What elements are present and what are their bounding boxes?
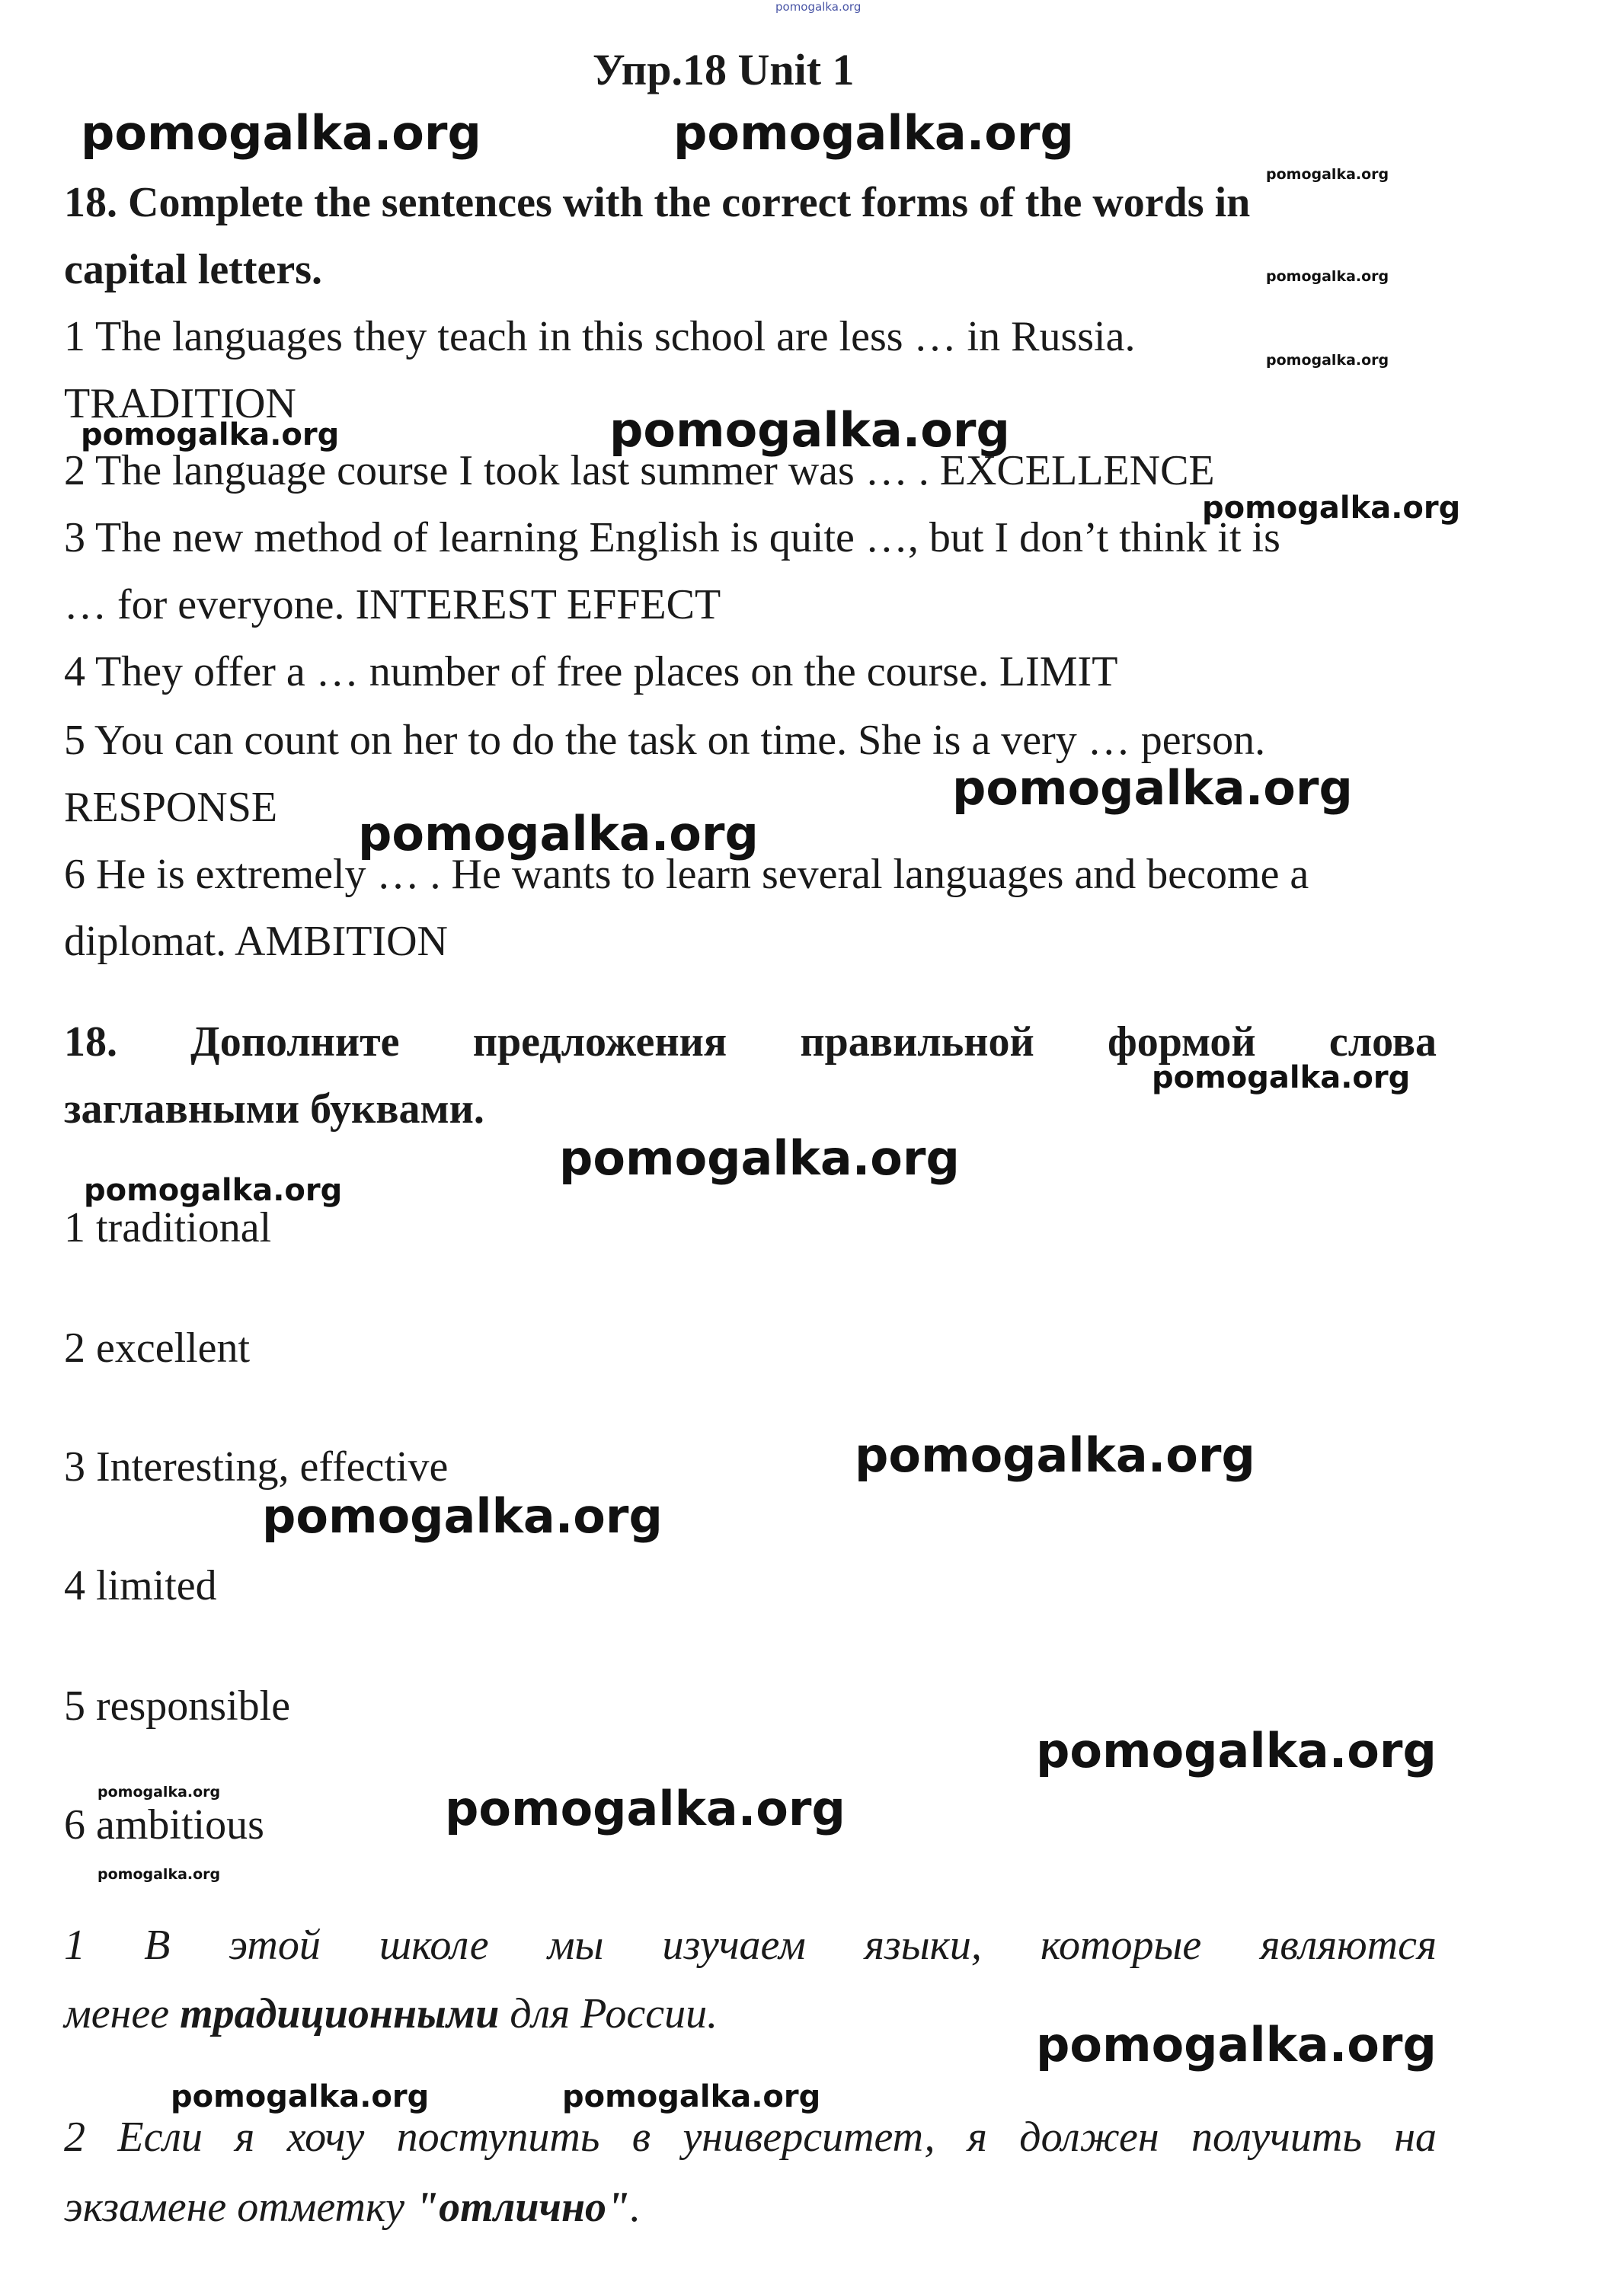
answer-item: 2 excellent xyxy=(64,1325,251,1372)
watermark-top: pomogalka.org xyxy=(775,0,862,14)
task-instruction-ru: 18. Дополните предложения правильной формой слова xyxy=(64,1018,1437,1066)
translation-text: . xyxy=(630,2184,641,2231)
watermark: pomogalka.org xyxy=(559,1130,960,1186)
sentence-line: 4 They offer a … number of free places on the course. LIMIT xyxy=(64,648,1118,695)
task-instruction-ru-cont: заглавными буквами. xyxy=(64,1085,484,1133)
watermark: pomogalka.org xyxy=(171,2079,430,2114)
task-instruction-en: 18. Complete the sentences with the correct forms of the words in xyxy=(64,179,1251,226)
answer-item: 4 limited xyxy=(64,1562,217,1609)
sentence-line: 6 He is extremely … . He wants to learn several languages and become a xyxy=(64,851,1309,898)
sentence-line: … for everyone. INTEREST EFFECT xyxy=(64,581,721,628)
translation-text: менее xyxy=(64,1990,181,2037)
answer-item: 1 traditional xyxy=(64,1204,272,1251)
translation-text: экзамене отметку xyxy=(64,2184,416,2231)
sentence-line: TRADITION xyxy=(64,380,296,427)
sentence-line: RESPONSE xyxy=(64,784,278,831)
watermark: pomogalka.org xyxy=(1266,352,1389,369)
task-instruction-en-cont: capital letters. xyxy=(64,246,322,293)
sentence-line: 2 The language course I took last summer was … . EXCELLENCE xyxy=(64,447,1215,494)
watermark: pomogalka.org xyxy=(952,760,1353,816)
answer-highlight: "отлично" xyxy=(415,2184,631,2231)
watermark: pomogalka.org xyxy=(81,105,481,161)
page-title: Упр.18 Unit 1 xyxy=(593,45,855,94)
watermark: pomogalka.org xyxy=(358,806,759,861)
sentence-line: 3 The new method of learning English is quite …, but I don’t think it is xyxy=(64,514,1280,561)
watermark: pomogalka.org xyxy=(1202,491,1461,526)
watermark: pomogalka.org xyxy=(609,402,1010,458)
answer-item: 3 Interesting, effective xyxy=(64,1443,449,1491)
watermark: pomogalka.org xyxy=(262,1488,663,1544)
watermark: pomogalka.org xyxy=(98,1784,221,1801)
translation-line: 1 В этой школе мы изучаем языки, которые являются xyxy=(64,1922,1437,1969)
watermark: pomogalka.org xyxy=(1036,2017,1437,2072)
answer-item: 6 ambitious xyxy=(64,1801,264,1849)
translation-line xyxy=(64,2183,641,2232)
sentence-line: 5 You can count on her to do the task on time. She is a very … person. xyxy=(64,717,1266,764)
watermark: pomogalka.org xyxy=(1266,268,1389,285)
watermark: pomogalka.org xyxy=(445,1781,846,1836)
watermark: pomogalka.org xyxy=(81,417,340,452)
sentence-line: diplomat. AMBITION xyxy=(64,918,448,965)
watermark: pomogalka.org xyxy=(1152,1060,1411,1095)
answer-item: 5 responsible xyxy=(64,1682,291,1730)
translation-text: для России. xyxy=(499,1990,718,2037)
watermark: pomogalka.org xyxy=(1036,1723,1437,1778)
sentence-line: 1 The languages they teach in this school are less … in Russia. xyxy=(64,313,1136,360)
translation-line: 2 Если я хочу поступить в университет, я должен получить на xyxy=(64,2114,1437,2161)
answer-highlight: традиционными xyxy=(180,1990,500,2037)
watermark: pomogalka.org xyxy=(1266,166,1389,183)
watermark: pomogalka.org xyxy=(98,1866,221,1883)
watermark: pomogalka.org xyxy=(562,2079,821,2114)
translation-line xyxy=(64,1989,718,2038)
watermark: pomogalka.org xyxy=(84,1173,343,1208)
watermark: pomogalka.org xyxy=(855,1427,1255,1483)
watermark: pomogalka.org xyxy=(673,105,1074,161)
